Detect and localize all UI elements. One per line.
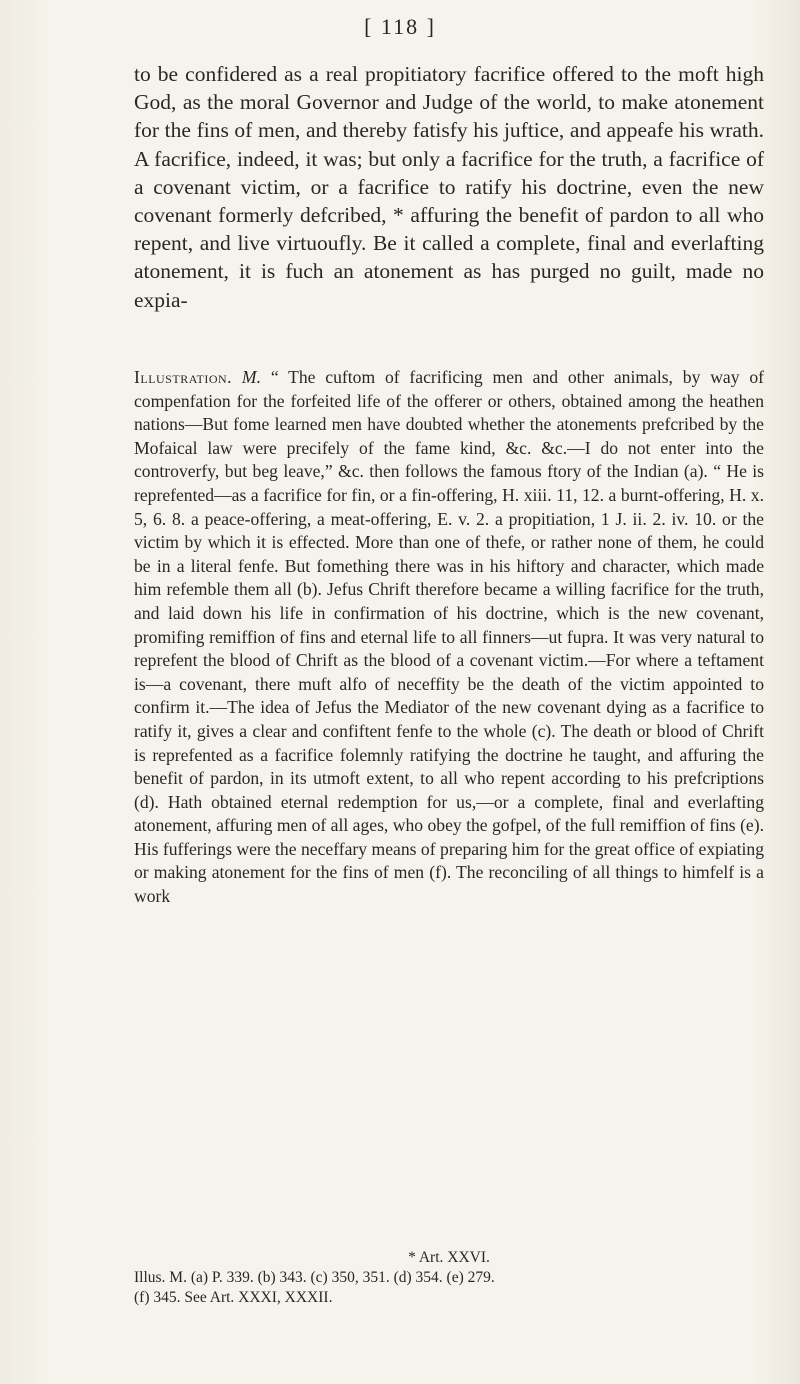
illustration-label: Illustration. (134, 367, 233, 387)
illustration-section (134, 366, 764, 909)
footnote-star: * Art. XXVI. (408, 1249, 490, 1266)
footnotes (134, 1248, 764, 1308)
main-paragraph-text: to be confidered as a real propitiatory facrifice offered to the moft high God, as the moral Governor and Judge of the world, to make atonement for the fins of men, and thereby fatisfy his juftice, and appeafe his wrath. A facrifice, indeed, it was; but only a facrifice for the truth, a facrifice of a covenant victim, or a facrifice to ratify his doctrine, even the new covenant formerly defcribed, * affuring the benefit of pardon to all who repent, and live virtuoufly. Be it called a complete, final and everlafting atonement, it is fuch an atonement as has purged no guilt, made no expia- (134, 62, 764, 312)
main-paragraph (134, 60, 764, 314)
page-number-header: [ 118 ] (364, 14, 436, 39)
illustration-marker: M. (241, 367, 261, 387)
footnote-line-2: (f) 345. See Art. XXXI, XXXII. (134, 1289, 333, 1306)
illustration-text: “ The cuftom of facrificing men and other animals, by way of compenfation for the forfeited life of the offerer or others, obtained among the heathen nations—But fome learned men have doubted whether the atonements prefcribed by the Mofaical law were precifely of the fame kind, &c. &c.—I do not enter into the controverfy, but beg leave,” &c. then follows the famous ftory of the Indian (a). “ He is reprefented—as a facrifice for fin, or a fin-offering, H. xiii. 11, 12. a burnt-offering, H. x. 5, 6. 8. a peace-offering, a meat-offering, E. v. 2. a propitiation, 1 J. ii. 2. iv. 10. or the victim by which it is effected. More than one of thefe, or rather none of them, he could be in a literal fenfe. But fomething there was in his hiftory and character, which made him refemble them all (b). Jefus Chrift therefore became a willing facrifice for the truth, and laid down his life in confirmation of his doctrine, which is the new covenant, promifing remiffion of fins and eternal life to all finners—ut fupra. It was very natural to reprefent the blood of Chrift as the blood of a covenant victim.—For where a teftament is—a covenant, there muft alfo of neceffity be the death of the victim appointed to confirm it.—The idea of Jefus the Mediator of the new covenant dying as a facrifice to ratify it, gives a clear and confiftent fenfe to the whole (c). The death or blood of Chrift is reprefented as a facrifice folemnly ratifying the doctrine he taught, and affuring the benefit of pardon, in its utmoft extent, to all who repent according to his prefcriptions (d). Hath obtained eternal redemption for us,—or a complete, final and everlafting atonement, affuring men of all ages, who obey the gofpel, of the full remiffion of fins (e). His fufferings were the neceffary means of preparing him for the great office of expiating or making atonement for the fins of men (f). The reconciling of all things to himfelf is a work (134, 367, 764, 907)
footnote-line-1: Illus. M. (a) P. 339. (b) 343. (c) 350, 351. (d) 354. (e) 279. (134, 1269, 495, 1286)
illustration-paragraph (134, 366, 764, 909)
